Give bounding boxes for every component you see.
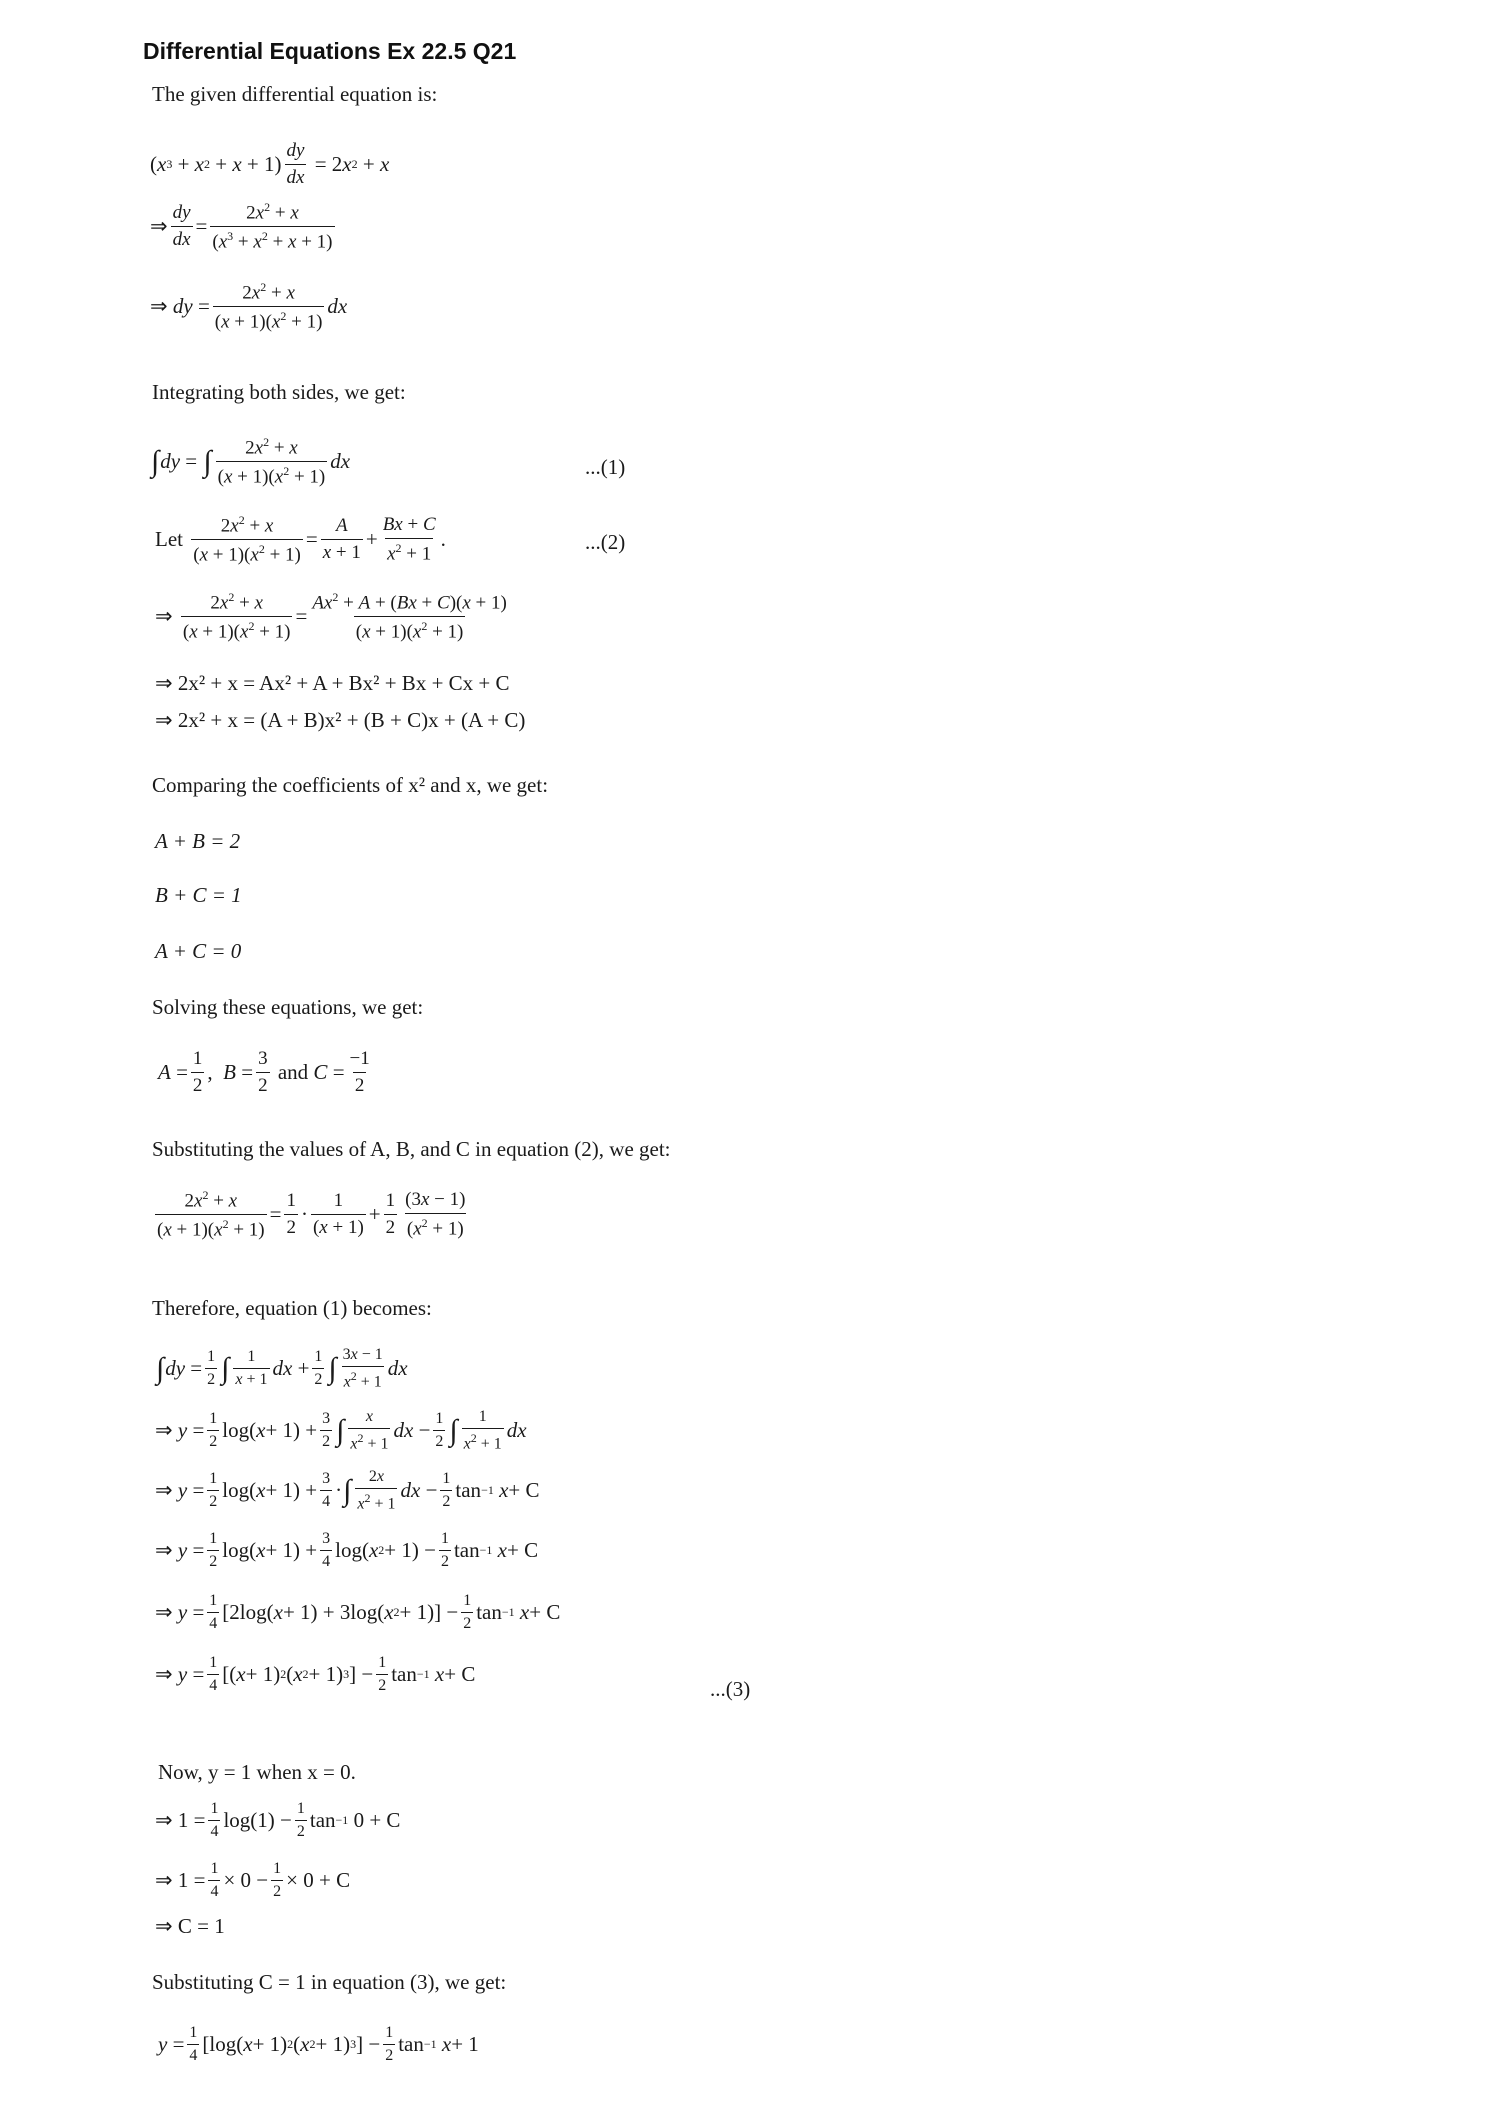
equation-abc-values: A = $\frac{1}{2}$ , B = $\frac{3}{2}$ and C = $\frac{-1}{2}$ xyxy=(158,1048,370,1096)
equation-expand-2: ⇒ 2x² + x = (A + B)x² + (B + C)x + (A + C) xyxy=(155,708,526,732)
equation-expand-1: ⇒ 2x² + x = Ax² + A + Bx² + Bx + Cx + C xyxy=(155,671,510,695)
equation-final-answer: y = $\frac{1}{4}$ [log( x + 1) 2 ( x 2 + 1) 3 ] − $\frac{1}{2}$ tan −1 x + 1 xyxy=(158,2024,479,2064)
equation-label-3: ...(3) xyxy=(710,1677,751,1701)
equation-label-1: ...(1) xyxy=(585,455,626,479)
equation-step-6: ⇒ y = $\frac{1}{4}$ [( x + 1) 2 ( x 2 + 1) 3 ] − $\frac{1}{2}$ tan −1 x + C xyxy=(155,1654,476,1694)
therefore-text: Therefore, equation (1) becomes: xyxy=(152,1296,432,1320)
equation-ic-2: ⇒ 1 = $\frac{1}{4}$ × 0 − $\frac{1}{2}$ × 0 + C xyxy=(155,1860,351,1900)
equation-dydx: ⇒ $\frac{dy}{dx}$ = $\frac{2x^2 + x}{(x^3 + x^2 + x + 1)}$ xyxy=(150,200,333,253)
equation-coef-2: B + C = 1 xyxy=(155,883,242,907)
intro-text: The given differential equation is: xyxy=(152,82,438,106)
equation-step-2: ⇒ y = $\frac{1}{2}$ log( x + 1) + $\frac{3}{2}$ ∫ $\frac{x}{x^2 + 1}$ dx − $\frac{1}{2}$ ∫ $\frac{1}{x^2 + 1}$ dx xyxy=(155,1408,527,1453)
equation-given: ( x 3 + x 2 + x + 1) $\frac{dy}{dx}$ = 2 x 2 + x xyxy=(150,140,390,188)
integrating-text: Integrating both sides, we get: xyxy=(152,380,406,404)
substituting-text: Substituting the values of A, B, and C in equation (2), we get: xyxy=(152,1137,671,1161)
equation-c-result: ⇒ C = 1 xyxy=(155,1914,225,1938)
equation-step-3: ⇒ y = $\frac{1}{2}$ log( x + 1) + $\frac{3}{4}$ · ∫ $\frac{2x}{x^2 + 1}$ dx − $\frac{1}{2}$ tan −1 x + C xyxy=(155,1468,540,1513)
equation-partial-fractions: Let $\frac{2x^2 + x}{(x + 1)(x^2 + 1)}$ = $\frac{A}{x + 1}$ + $\frac{Bx + C}{x^2 + 1}$ . xyxy=(155,513,446,566)
equation-decomposition: $\frac{2x^2 + x}{(x + 1)(x^2 + 1)}$ = $\frac{1}{2}$ · $\frac{1}{(x + 1)}$ + $\frac{1}{2}$ $\frac{(3x - 1)}{(x^2 + 1)}$ xyxy=(157,1188,466,1241)
equation-integral: ∫ dy = ∫ $\frac{2x^2 + x}{(x + 1)(x^2 + 1)}$ dx xyxy=(151,435,351,488)
equation-coef-3: A + C = 0 xyxy=(155,939,242,963)
equation-step-5: ⇒ y = $\frac{1}{4}$ [2log( x + 1) + 3log( x 2 + 1)] − $\frac{1}{2}$ tan −1 x + C xyxy=(155,1592,561,1632)
initial-condition-text: Now, y = 1 when x = 0. xyxy=(158,1760,356,1784)
equation-label-2: ...(2) xyxy=(585,530,626,554)
equation-step-1: ∫ dy = $\frac{1}{2}$ ∫ $\frac{1}{x + 1}$ dx + $\frac{1}{2}$ ∫ $\frac{3x - 1}{x^2 + 1}$ dx xyxy=(156,1346,408,1391)
comparing-text: Comparing the coefficients of x² and x, we get: xyxy=(152,773,549,797)
equation-dy: ⇒ dy = $\frac{2x^2 + x}{(x + 1)(x^2 + 1)}$ dx xyxy=(150,280,348,333)
solving-text: Solving these equations, we get: xyxy=(152,995,424,1019)
page-title: Differential Equations Ex 22.5 Q21 xyxy=(143,38,517,64)
equation-coef-1: A + B = 2 xyxy=(155,829,241,853)
final-substituting-text: Substituting C = 1 in equation (3), we get: xyxy=(152,1970,507,1994)
equation-step-4: ⇒ y = $\frac{1}{2}$ log( x + 1) + $\frac{3}{4}$ log( x 2 + 1) − $\frac{1}{2}$ tan −1 x + C xyxy=(155,1530,539,1570)
equation-combined: ⇒ $\frac{2x^2 + x}{(x + 1)(x^2 + 1)}$ = $\frac{Ax^2 + A + (Bx + C)(x + 1)}{(x + 1)(x^2 + 1)}$ xyxy=(155,590,507,643)
equation-ic-1: ⇒ 1 = $\frac{1}{4}$ log(1) − $\frac{1}{2}$ tan −1 0 + C xyxy=(155,1800,401,1840)
